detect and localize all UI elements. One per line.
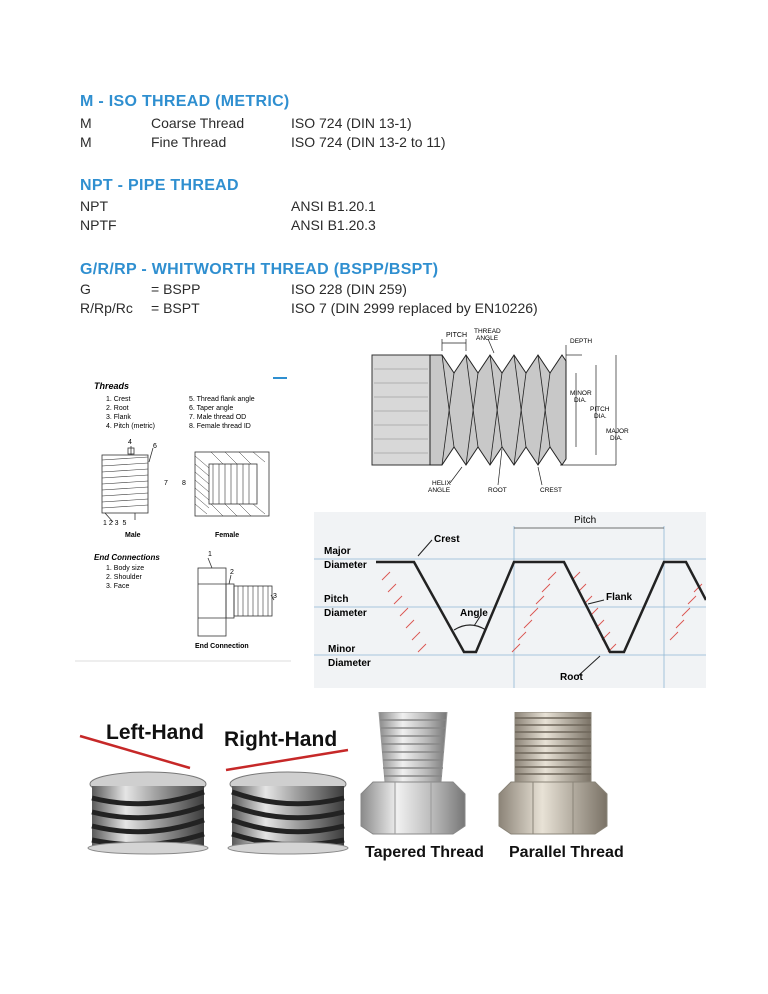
- thread-code: M: [80, 115, 92, 131]
- profile-label-crest: Crest: [434, 534, 460, 545]
- parallel-thread-caption: Parallel Thread: [509, 844, 624, 861]
- thread-name: = BSPP: [151, 281, 201, 297]
- bolt-label-pitch-dia: PITCH DIA.: [590, 406, 610, 420]
- bolt-label-pitch: PITCH: [446, 332, 467, 339]
- male-thread-drawing: [102, 446, 153, 522]
- figure-number: 3: [273, 593, 277, 600]
- figure-number: 4: [128, 439, 132, 446]
- profile-label-major: Major: [324, 546, 351, 557]
- bolt-label-root: ROOT: [488, 487, 507, 494]
- bolt-label-major-dia: MAJOR DIA.: [606, 428, 629, 442]
- right-hand-screw: [228, 772, 348, 854]
- bolt-thread-figure: [370, 325, 642, 500]
- thread-code: NPTF: [80, 217, 117, 233]
- left-hand-screw: [88, 772, 208, 854]
- legend-item: 6. Taper angle: [189, 405, 234, 412]
- figure-number: 6: [153, 443, 157, 450]
- threads-figure: [75, 372, 295, 664]
- thread-standard: ANSI B1.20.1: [291, 198, 376, 214]
- male-label: Male: [125, 532, 141, 539]
- female-thread-drawing: [195, 452, 269, 516]
- legend-item: 1. Body size: [106, 565, 145, 572]
- section-whitworth-title: G/R/RP - WHITWORTH THREAD (BSPP/BSPT): [80, 261, 439, 278]
- profile-label-angle: Angle: [460, 608, 488, 619]
- bolt-label-crest: CREST: [540, 487, 563, 494]
- profile-label-minor-diameter: Diameter: [328, 658, 371, 669]
- profile-label-pitch-diameter: Diameter: [324, 608, 367, 619]
- figure-number: 1: [208, 551, 212, 558]
- right-hand-title: Right-Hand: [224, 728, 338, 751]
- handedness-photos: [78, 728, 358, 858]
- thread-name: = BSPT: [151, 300, 200, 316]
- profile-label-pitch: Pitch: [574, 515, 597, 526]
- legend-item: 5. Thread flank angle: [189, 396, 255, 403]
- profile-label-minor: Minor: [328, 644, 356, 655]
- thread-name: Fine Thread: [151, 134, 227, 150]
- bolt-label-minor-dia: MINOR DIA.: [570, 390, 592, 404]
- bolt-label-helix-angle: HELIX ANGLE: [428, 480, 451, 494]
- fitting-photos: [355, 712, 617, 836]
- threads-figure-title: Threads: [94, 381, 130, 391]
- profile-label-major-diameter: Diameter: [324, 560, 367, 571]
- figure-number: 8: [182, 480, 186, 487]
- thread-standard: ISO 724 (DIN 13-1): [291, 115, 412, 131]
- legend-item: 7. Male thread OD: [189, 414, 247, 421]
- profile-label-pitch-dia: Pitch: [324, 594, 349, 605]
- legend-item: 2. Root: [106, 405, 129, 412]
- thread-code: R/Rp/Rc: [80, 300, 133, 316]
- thread-standard: ISO 7 (DIN 2999 replaced by EN10226): [291, 300, 538, 316]
- parallel-fitting: [499, 712, 607, 834]
- end-connection-drawing: [198, 558, 274, 636]
- legend-item: 3. Flank: [106, 414, 131, 421]
- section-metric-title: M - ISO THREAD (METRIC): [80, 93, 290, 110]
- thread-standard: ANSI B1.20.3: [291, 217, 376, 233]
- thread-profile-figure: [314, 512, 706, 688]
- tapered-thread-caption: Tapered Thread: [365, 844, 484, 861]
- legend-item: 1. Crest: [106, 396, 131, 403]
- bolt-shaft: [372, 355, 430, 465]
- profile-label-root: Root: [560, 672, 583, 683]
- female-label: Female: [215, 532, 240, 539]
- figure-number: 2: [230, 569, 234, 576]
- figure-number: 1 2 3 5: [103, 520, 127, 527]
- profile-label-flank: Flank: [606, 592, 633, 603]
- legend-item: 2. Shoulder: [106, 574, 142, 581]
- legend-item: 3. Face: [106, 583, 130, 590]
- left-hand-title: Left-Hand: [106, 721, 204, 744]
- thread-name: Coarse Thread: [151, 115, 245, 131]
- bolt-label-depth: DEPTH: [570, 338, 593, 345]
- bolt-threads: [430, 355, 566, 465]
- thread-standard: ISO 724 (DIN 13-2 to 11): [291, 134, 446, 150]
- legend-item: 4. Pitch (metric): [106, 423, 156, 430]
- thread-code: M: [80, 134, 92, 150]
- legend-item: 8. Female thread ID: [189, 423, 251, 430]
- bolt-label-thread-angle: THREAD ANGLE: [474, 328, 501, 342]
- end-connection-caption: End Connection: [195, 643, 249, 650]
- end-connections-title: End Connections: [94, 553, 160, 562]
- thread-standard: ISO 228 (DIN 259): [291, 281, 407, 297]
- tapered-fitting: [361, 712, 465, 834]
- section-npt-title: NPT - PIPE THREAD: [80, 177, 239, 194]
- thread-code: NPT: [80, 198, 108, 214]
- figure-number: 7: [164, 480, 168, 487]
- thread-code: G: [80, 281, 91, 297]
